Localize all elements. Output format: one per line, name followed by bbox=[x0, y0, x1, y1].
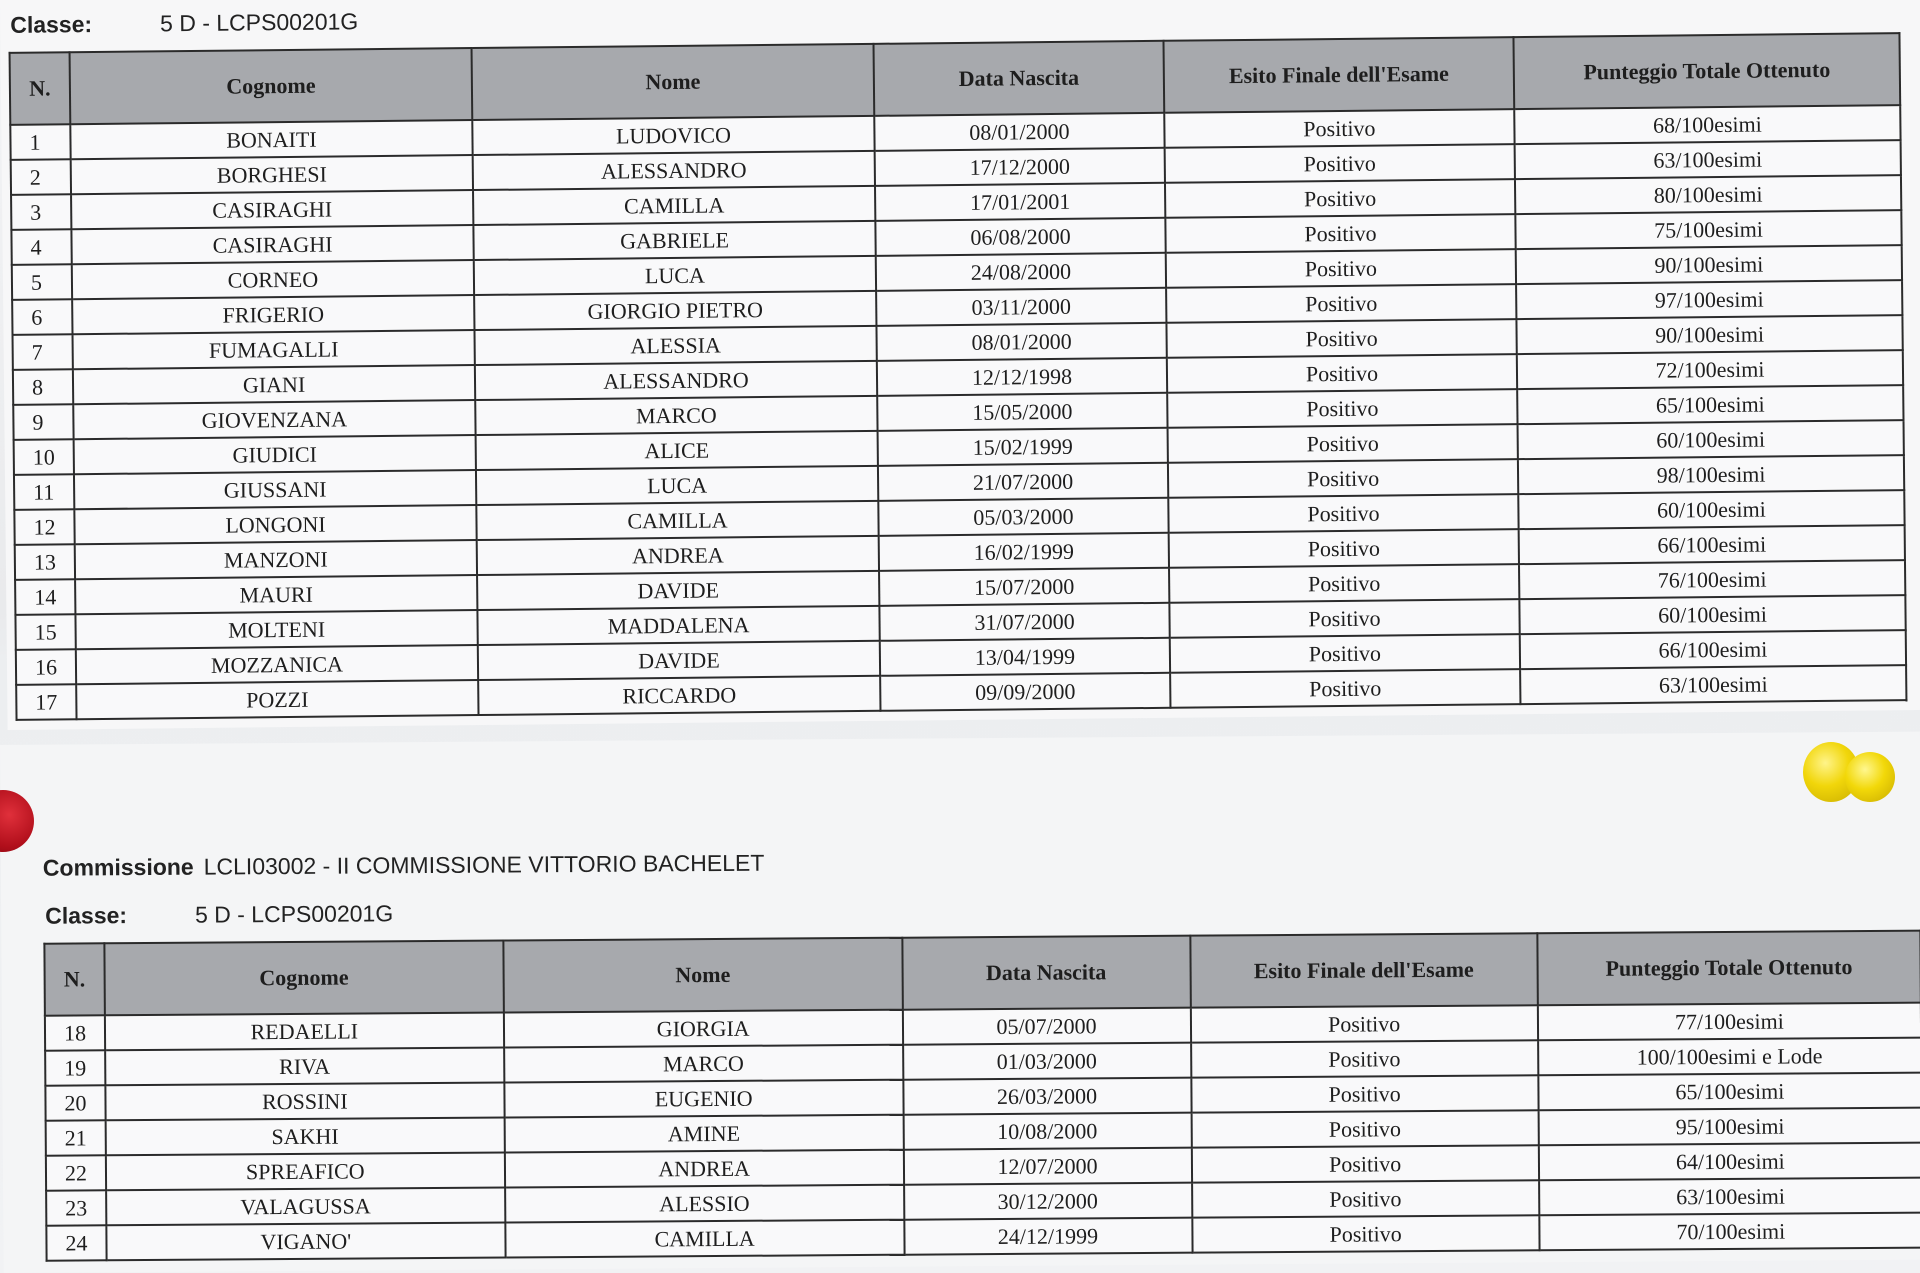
table-header-row bbox=[44, 931, 1920, 1016]
row-number: 11 bbox=[14, 474, 74, 510]
name-cell: ALESSIA bbox=[474, 326, 876, 365]
name-cell: GABRIELE bbox=[473, 221, 875, 260]
surname-cell: FUMAGALLI bbox=[73, 330, 475, 369]
birth-date-cell: 08/01/2000 bbox=[874, 113, 1164, 151]
class-label: Classe: bbox=[45, 902, 128, 929]
outcome-cell: Positivo bbox=[1169, 599, 1519, 638]
birth-date-cell: 17/12/2000 bbox=[875, 148, 1165, 186]
surname-cell: SAKHI bbox=[105, 1117, 504, 1155]
outcome-cell: Positivo bbox=[1190, 1005, 1538, 1042]
outcome-cell: Positivo bbox=[1169, 529, 1519, 568]
outcome-cell: Positivo bbox=[1191, 1110, 1539, 1147]
outcome-cell: Positivo bbox=[1167, 354, 1517, 393]
name-cell: LUCA bbox=[476, 466, 878, 505]
surname-cell: MOLTENI bbox=[75, 610, 477, 649]
results-table bbox=[43, 930, 1920, 1262]
row-number: 21 bbox=[46, 1120, 106, 1155]
birth-date-cell: 05/03/2000 bbox=[878, 498, 1168, 536]
score-cell: 60/100esimi bbox=[1519, 595, 1905, 634]
name-cell: DAVIDE bbox=[477, 571, 879, 610]
name-cell: LUCA bbox=[474, 256, 876, 295]
surname-cell: SPREAFICO bbox=[106, 1152, 505, 1190]
birth-date-cell: 15/02/1999 bbox=[878, 428, 1168, 466]
surname-cell: LONGONI bbox=[74, 505, 476, 544]
birth-date-cell: 09/09/2000 bbox=[880, 673, 1170, 711]
outcome-cell: Positivo bbox=[1191, 1075, 1539, 1112]
score-cell: 95/100esimi bbox=[1538, 1108, 1920, 1146]
surname-cell: FRIGERIO bbox=[72, 295, 474, 334]
row-number: 12 bbox=[14, 509, 74, 545]
score-cell: 90/100esimi bbox=[1516, 315, 1902, 354]
name-cell: CAMILLA bbox=[505, 1220, 904, 1258]
surname-cell: GIOVENZANA bbox=[73, 400, 475, 439]
surname-cell: GIUSSANI bbox=[74, 470, 476, 509]
birth-date-cell: 12/07/2000 bbox=[903, 1148, 1191, 1185]
row-number: 17 bbox=[16, 684, 76, 720]
header-birth-date: Data Nascita bbox=[902, 936, 1190, 1010]
name-cell: RICCARDO bbox=[478, 676, 880, 715]
outcome-cell: Positivo bbox=[1164, 109, 1514, 148]
row-number: 13 bbox=[15, 544, 75, 580]
score-cell: 90/100esimi bbox=[1516, 245, 1902, 284]
birth-date-cell: 13/04/1999 bbox=[880, 638, 1170, 676]
row-number: 8 bbox=[13, 369, 73, 405]
surname-cell: MANZONI bbox=[75, 540, 477, 579]
birth-date-cell: 30/12/2000 bbox=[904, 1183, 1192, 1220]
row-number: 19 bbox=[45, 1050, 105, 1085]
row-number: 18 bbox=[45, 1015, 105, 1050]
score-cell: 76/100esimi bbox=[1519, 560, 1905, 599]
outcome-cell: Positivo bbox=[1191, 1145, 1539, 1182]
birth-date-cell: 26/03/2000 bbox=[903, 1078, 1191, 1115]
score-cell: 75/100esimi bbox=[1515, 210, 1901, 249]
row-number: 15 bbox=[15, 614, 75, 650]
score-cell: 65/100esimi bbox=[1538, 1073, 1920, 1111]
row-number: 20 bbox=[45, 1085, 105, 1120]
surname-cell: GIANI bbox=[73, 365, 475, 404]
name-cell: MARCO bbox=[504, 1045, 903, 1083]
score-cell: 66/100esimi bbox=[1519, 525, 1905, 564]
birth-date-cell: 24/08/2000 bbox=[876, 253, 1166, 291]
row-number: 2 bbox=[11, 159, 71, 195]
name-cell: GIORGIO PIETRO bbox=[474, 291, 876, 330]
surname-cell: ROSSINI bbox=[105, 1082, 504, 1120]
score-cell: 100/100esimi e Lode bbox=[1538, 1038, 1920, 1076]
name-cell: MARCO bbox=[475, 396, 877, 435]
outcome-cell: Positivo bbox=[1165, 214, 1515, 253]
birth-date-cell: 31/07/2000 bbox=[879, 603, 1169, 641]
header-name: Nome bbox=[472, 44, 875, 120]
yellow-pushpin-icon bbox=[1845, 752, 1895, 802]
surname-cell: CORNEO bbox=[72, 260, 474, 299]
class-line bbox=[10, 8, 358, 39]
score-cell: 72/100esimi bbox=[1517, 350, 1903, 389]
score-cell: 60/100esimi bbox=[1518, 420, 1904, 459]
row-number: 22 bbox=[46, 1155, 106, 1190]
class-label: Classe: bbox=[10, 11, 93, 38]
name-cell: LUDOVICO bbox=[472, 116, 874, 155]
name-cell: ALESSIO bbox=[505, 1185, 904, 1223]
outcome-cell: Positivo bbox=[1169, 564, 1519, 603]
outcome-cell: Positivo bbox=[1166, 284, 1516, 323]
name-cell: EUGENIO bbox=[504, 1080, 903, 1118]
birth-date-cell: 12/12/1998 bbox=[877, 358, 1167, 396]
row-number: 10 bbox=[14, 439, 74, 475]
surname-cell: BONAITI bbox=[70, 120, 472, 159]
outcome-cell: Positivo bbox=[1192, 1180, 1540, 1217]
outcome-cell: Positivo bbox=[1191, 1040, 1539, 1077]
birth-date-cell: 16/02/1999 bbox=[879, 533, 1169, 571]
score-cell: 63/100esimi bbox=[1539, 1178, 1920, 1216]
birth-date-cell: 15/07/2000 bbox=[879, 568, 1169, 606]
score-cell: 60/100esimi bbox=[1518, 490, 1904, 529]
commission-line bbox=[43, 850, 765, 882]
surname-cell: VALAGUSSA bbox=[106, 1187, 505, 1225]
birth-date-cell: 01/03/2000 bbox=[903, 1043, 1191, 1080]
row-number: 24 bbox=[46, 1225, 106, 1260]
class-line bbox=[45, 900, 393, 929]
surname-cell: MOZZANICA bbox=[76, 645, 478, 684]
outcome-cell: Positivo bbox=[1166, 249, 1516, 288]
outcome-cell: Positivo bbox=[1168, 494, 1518, 533]
row-number: 1 bbox=[10, 124, 70, 160]
row-number: 9 bbox=[13, 404, 73, 440]
outcome-cell: Positivo bbox=[1170, 634, 1520, 673]
results-table bbox=[9, 32, 1908, 721]
row-number: 3 bbox=[11, 194, 71, 230]
birth-date-cell: 15/05/2000 bbox=[877, 393, 1167, 431]
birth-date-cell: 10/08/2000 bbox=[903, 1113, 1191, 1150]
name-cell: ALICE bbox=[476, 431, 878, 470]
row-number: 4 bbox=[11, 229, 71, 265]
row-number: 16 bbox=[16, 649, 76, 685]
surname-cell: POZZI bbox=[76, 680, 478, 719]
surname-cell: VIGANO' bbox=[106, 1222, 505, 1260]
row-number: 6 bbox=[12, 299, 72, 335]
outcome-cell: Positivo bbox=[1166, 319, 1516, 358]
surname-cell: MAURI bbox=[75, 575, 477, 614]
header-surname: Cognome bbox=[70, 48, 473, 124]
row-number: 7 bbox=[13, 334, 73, 370]
name-cell: ANDREA bbox=[505, 1150, 904, 1188]
score-cell: 64/100esimi bbox=[1539, 1143, 1920, 1181]
outcome-cell: Positivo bbox=[1165, 144, 1515, 183]
birth-date-cell: 05/07/2000 bbox=[902, 1008, 1190, 1045]
surname-cell: GIUDICI bbox=[74, 435, 476, 474]
header-score: Punteggio Totale Ottenuto bbox=[1513, 33, 1900, 109]
birth-date-cell: 21/07/2000 bbox=[878, 463, 1168, 501]
score-cell: 65/100esimi bbox=[1517, 385, 1903, 424]
name-cell: ANDREA bbox=[477, 536, 879, 575]
header-num: N. bbox=[44, 943, 104, 1015]
score-cell: 63/100esimi bbox=[1520, 665, 1906, 704]
header-score: Punteggio Totale Ottenuto bbox=[1537, 931, 1920, 1006]
class-value: 5 D - LCPS00201G bbox=[194, 900, 394, 928]
surname-cell: CASIRAGHI bbox=[71, 190, 473, 229]
birth-date-cell: 08/01/2000 bbox=[876, 323, 1166, 361]
name-cell: CAMILLA bbox=[476, 501, 878, 540]
name-cell: DAVIDE bbox=[478, 641, 880, 680]
outcome-cell: Positivo bbox=[1168, 459, 1518, 498]
header-outcome: Esito Finale dell'Esame bbox=[1190, 933, 1538, 1007]
score-cell: 77/100esimi bbox=[1538, 1003, 1920, 1041]
outcome-cell: Positivo bbox=[1167, 389, 1517, 428]
birth-date-cell: 17/01/2001 bbox=[875, 183, 1165, 221]
header-outcome: Esito Finale dell'Esame bbox=[1163, 37, 1514, 113]
commission-label: Commissione bbox=[42, 853, 194, 881]
row-number: 23 bbox=[46, 1190, 106, 1225]
header-name: Nome bbox=[503, 938, 902, 1013]
outcome-cell: Positivo bbox=[1168, 424, 1518, 463]
header-birth-date: Data Nascita bbox=[874, 41, 1165, 116]
header-num: N. bbox=[10, 52, 71, 125]
outcome-cell: Positivo bbox=[1170, 669, 1520, 708]
score-cell: 66/100esimi bbox=[1520, 630, 1906, 669]
outcome-cell: Positivo bbox=[1165, 179, 1515, 218]
surname-cell: REDAELLI bbox=[105, 1012, 504, 1050]
surname-cell: CASIRAGHI bbox=[71, 225, 473, 264]
birth-date-cell: 03/11/2000 bbox=[876, 288, 1166, 326]
outcome-cell: Positivo bbox=[1192, 1215, 1540, 1252]
surname-cell: BORGHESI bbox=[71, 155, 473, 194]
results-sheet-bottom bbox=[0, 732, 1920, 1273]
name-cell: AMINE bbox=[504, 1115, 903, 1153]
score-cell: 70/100esimi bbox=[1539, 1213, 1920, 1251]
class-value: 5 D - LCPS00201G bbox=[159, 8, 359, 37]
score-cell: 68/100esimi bbox=[1514, 105, 1900, 144]
name-cell: ALESSANDRO bbox=[473, 151, 875, 190]
row-number: 5 bbox=[12, 264, 72, 300]
header-surname: Cognome bbox=[104, 940, 504, 1015]
score-cell: 98/100esimi bbox=[1518, 455, 1904, 494]
name-cell: ALESSANDRO bbox=[475, 361, 877, 400]
score-cell: 97/100esimi bbox=[1516, 280, 1902, 319]
surname-cell: RIVA bbox=[105, 1047, 504, 1085]
birth-date-cell: 06/08/2000 bbox=[875, 218, 1165, 256]
name-cell: CAMILLA bbox=[473, 186, 875, 225]
score-cell: 63/100esimi bbox=[1515, 140, 1901, 179]
name-cell: GIORGIA bbox=[504, 1010, 903, 1048]
score-cell: 80/100esimi bbox=[1515, 175, 1901, 214]
commission-value: LCLI03002 - II COMMISSIONE VITTORIO BACHELET bbox=[203, 849, 765, 880]
birth-date-cell: 24/12/1999 bbox=[904, 1218, 1192, 1255]
row-number: 14 bbox=[15, 579, 75, 615]
name-cell: MADDALENA bbox=[477, 606, 879, 645]
